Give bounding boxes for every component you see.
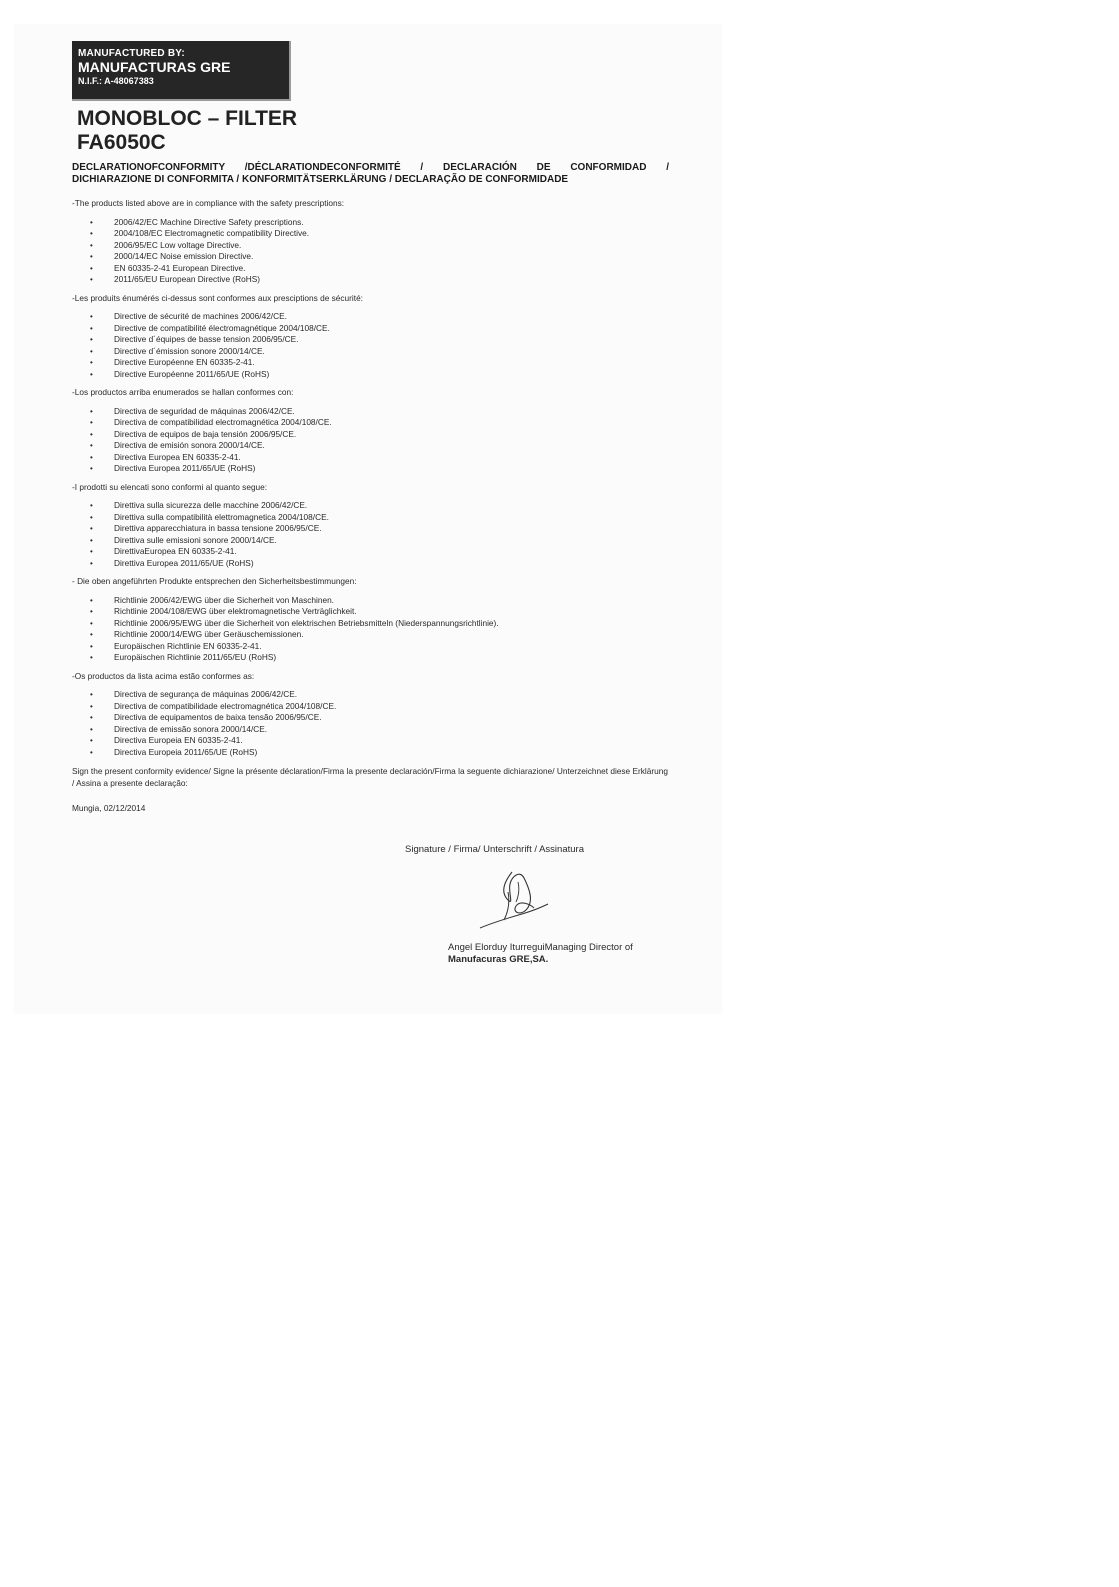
- directive-item: • Directive de compatibilité électromagnétique 2004/108/CE.: [72, 323, 672, 335]
- directive-item: • Directiva Europea EN 60335-2-41.: [72, 452, 672, 464]
- declaration-heading-line2: DICHIARAZIONE DI CONFORMITA / KONFORMITÄTSERKLÄRUNG / DECLARAÇÃO DE CONFORMIDADE: [72, 174, 569, 185]
- directive-item: • Directiva Europea 2011/65/UE (RoHS): [72, 463, 672, 475]
- directive-item: • Direttiva sulle emissioni sonore 2000/14/CE.: [72, 535, 672, 547]
- section-intro: -Los productos arriba enumerados se hallan conformes con:: [72, 387, 294, 397]
- directive-item: • Directiva de equipamentos de baixa tensão 2006/95/CE.: [72, 712, 672, 724]
- directive-item: • 2000/14/EC Noise emission Directive.: [72, 251, 672, 263]
- directive-sections: [72, 198, 672, 758]
- manufacturer-box: [72, 41, 291, 101]
- directive-item: • Richtlinie 2006/42/EWG über die Sicherheit von Maschinen.: [72, 595, 672, 607]
- directive-item: • Directive de sécurité de machines 2006/42/CE.: [72, 311, 672, 323]
- directive-item: • Directive d´émission sonore 2000/14/CE.: [72, 346, 672, 358]
- directive-item: • Directiva Europeia 2011/65/UE (RoHS): [72, 747, 672, 759]
- directive-item: • Direttiva apparecchiatura in bassa tensione 2006/95/CE.: [72, 523, 672, 535]
- product-title-line1: MONOBLOC – FILTER: [77, 107, 298, 130]
- directive-section: [72, 671, 672, 759]
- directive-item: • Directiva de compatibilidade electromagnética 2004/108/CE.: [72, 701, 672, 713]
- directive-item: • 2011/65/EU European Directive (RoHS): [72, 274, 672, 286]
- manufacturer-label: MANUFACTURED BY:: [78, 48, 185, 59]
- directive-section: [72, 198, 672, 286]
- directive-item: • Direttiva sulla sicurezza delle macchine 2006/42/CE.: [72, 500, 672, 512]
- place-and-date: Mungia, 02/12/2014: [72, 803, 146, 813]
- directive-list: [72, 311, 672, 380]
- declaration-heading-line1: DECLARATIONOFCONFORMITY /DÉCLARATIONDECONFORMITÉ / DECLARACIÓN DE CONFORMIDAD /: [72, 162, 669, 173]
- declaration-heading: [72, 162, 669, 186]
- directive-item: • Directiva de emissão sonora 2000/14/CE.: [72, 724, 672, 736]
- directive-section: [72, 482, 672, 570]
- section-intro: -I prodotti su elencati sono conformi al quanto segue:: [72, 481, 268, 492]
- directive-item: • Richtlinie 2006/95/EWG über die Sicherheit von elektrischen Betriebsmitteln (Niederspannungsrichtlinie).: [72, 618, 672, 630]
- declaration-body: [72, 198, 672, 815]
- signature-caption: Signature / Firma/ Unterschrift / Assinatura: [405, 844, 584, 855]
- section-intro: -The products listed above are in compliance with the safety prescriptions:: [72, 198, 345, 208]
- directive-item: • Direttiva sulla compatibilità elettromagnetica 2004/108/CE.: [72, 512, 672, 524]
- signer-name-title: Angel Elorduy IturreguiManaging Director of: [448, 942, 633, 953]
- directive-list: [72, 689, 672, 758]
- directive-item: • Richtlinie 2004/108/EWG über elektromagnetische Verträglichkeit.: [72, 606, 672, 618]
- directive-item: • EN 60335-2-41 European Directive.: [72, 263, 672, 275]
- signer-company: Manufacuras GRE,SA.: [448, 954, 549, 965]
- manufacturer-name: MANUFACTURAS GRE: [78, 59, 231, 75]
- handwritten-signature: [474, 862, 554, 934]
- directive-item: • Direttiva Europea 2011/65/UE (RoHS): [72, 558, 672, 570]
- directive-list: [72, 595, 672, 664]
- directive-item: • Europäischen Richtlinie EN 60335-2-41.: [72, 641, 672, 653]
- signer-block: [448, 942, 633, 966]
- directive-item: • Directive d´équipes de basse tension 2006/95/CE.: [72, 334, 672, 346]
- directive-item: • Richtlinie 2000/14/EWG über Geräuschemissionen.: [72, 629, 672, 641]
- manufacturer-nif: N.I.F.: A-48067383: [78, 76, 154, 86]
- directive-item: • Directiva de segurança de máquinas 2006/42/CE.: [72, 689, 672, 701]
- section-intro: -Les produits énumérés ci-dessus sont conformes aux presciptions de sécurité:: [72, 292, 363, 303]
- directive-item: • Directiva de emisión sonora 2000/14/CE.: [72, 440, 672, 452]
- directive-section: [72, 576, 672, 664]
- product-title: [77, 107, 297, 155]
- directive-item: • 2006/95/EC Low voltage Directive.: [72, 240, 672, 252]
- product-model: FA6050C: [77, 131, 166, 154]
- directive-item: • 2004/108/EC Electromagnetic compatibility Directive.: [72, 228, 672, 240]
- directive-section: [72, 293, 672, 381]
- directive-item: • 2006/42/EC Machine Directive Safety prescriptions.: [72, 217, 672, 229]
- directive-item: • Directiva de seguridad de máquinas 2006/42/CE.: [72, 406, 672, 418]
- directive-item: • DirettivaEuropea EN 60335-2-41.: [72, 546, 672, 558]
- directive-list: [72, 406, 672, 475]
- directive-item: • Europäischen Richtlinie 2011/65/EU (RoHS): [72, 652, 672, 664]
- sign-statement: Sign the present conformity evidence/ Signe la présente déclaration/Firma la presente declaración/Firma la seguente dichiarazione/ Unterzeichnet diese Erklärung / Assina a presente declaração:: [72, 766, 668, 788]
- directive-item: • Directiva Europeia EN 60335-2-41.: [72, 735, 672, 747]
- section-intro: -Os productos da lista acima estão conformes as:: [72, 670, 255, 681]
- directive-item: • Directiva de equipos de baja tensión 2006/95/CE.: [72, 429, 672, 441]
- directive-list: [72, 500, 672, 569]
- directive-item: • Directiva de compatibilidad electromagnética 2004/108/CE.: [72, 417, 672, 429]
- section-intro: - Die oben angeführten Produkte entsprechen den Sicherheitsbestimmungen:: [72, 576, 357, 586]
- directive-section: [72, 387, 672, 475]
- directive-item: • Directive Européenne 2011/65/UE (RoHS): [72, 369, 672, 381]
- directive-item: • Directive Européenne EN 60335-2-41.: [72, 357, 672, 369]
- directive-list: [72, 217, 672, 286]
